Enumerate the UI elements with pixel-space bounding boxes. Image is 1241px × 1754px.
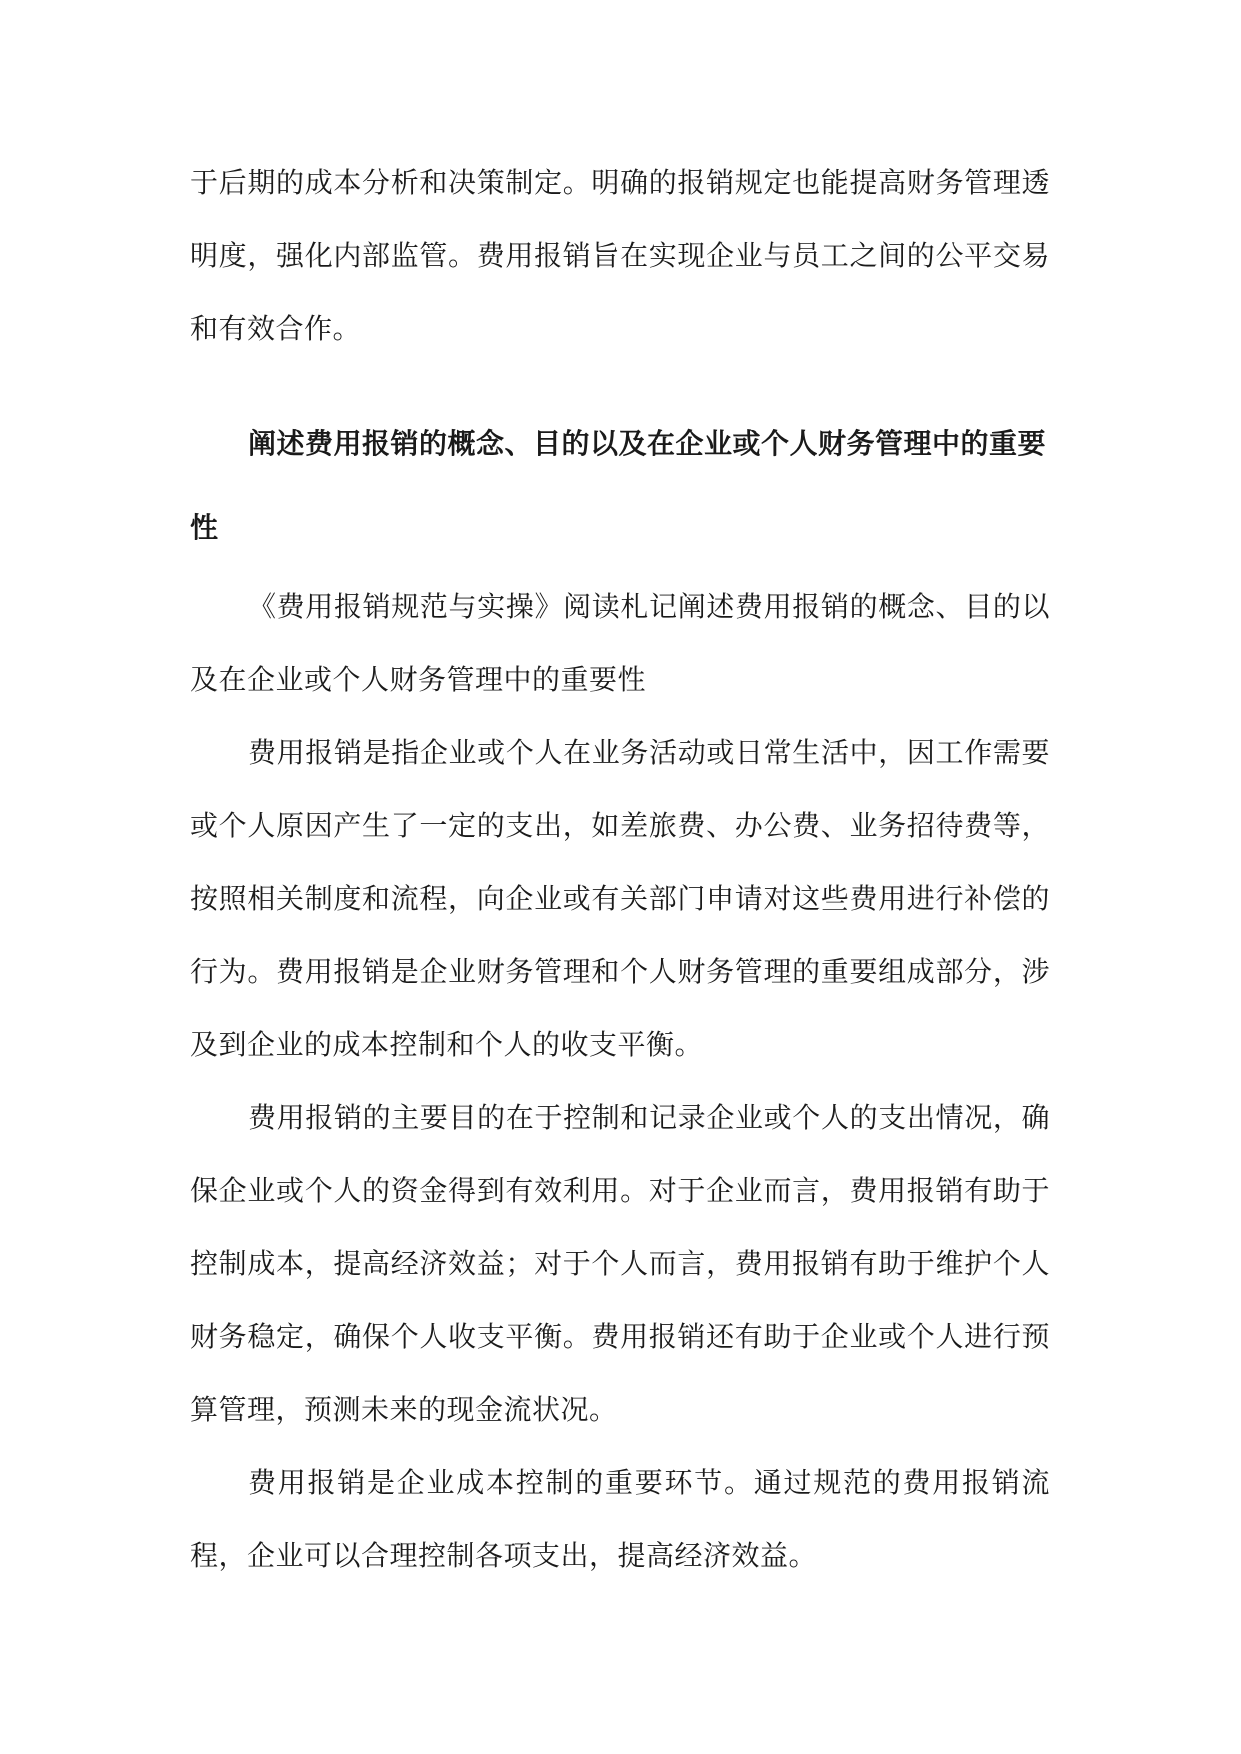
document-content [190,146,1050,1592]
paragraph: 《费用报销规范与实操》阅读札记阐述费用报销的概念、目的以及在企业或个人财务管理中的重要性 [190,590,1050,696]
paragraph: 费用报销是指企业或个人在业务活动或日常生活中，因工作需要或个人原因产生了一定的支出，如差旅费、办公费、业务招待费等，按照相关制度和流程，向企业或有关部门申请对这些费用进行补偿的行为。费用报销是企业财务管理和个人财务管理的重要组成部分，涉及到企业的成本控制和个人的收支平衡。 [190,736,1050,1061]
paragraph: 费用报销的主要目的在于控制和记录企业或个人的支出情况，确保企业或个人的资金得到有效利用。对于企业而言，费用报销有助于控制成本，提高经济效益；对于个人而言，费用报销有助于维护个人财务稳定，确保个人收支平衡。费用报销还有助于企业或个人进行预算管理，预测未来的现金流状况。 [190,1101,1050,1426]
paragraph-continuation: 于后期的成本分析和决策制定。明确的报销规定也能提高财务管理透明度，强化内部监管。费用报销旨在实现企业与员工之间的公平交易和有效合作。 [190,166,1050,345]
spacer [190,365,1050,402]
paragraph: 费用报销是企业成本控制的重要环节。通过规范的费用报销流程，企业可以合理控制各项支出，提高经济效益。 [190,1466,1050,1572]
section-heading: 阐述费用报销的概念、目的以及在企业或个人财务管理中的重要性 [190,427,1047,544]
